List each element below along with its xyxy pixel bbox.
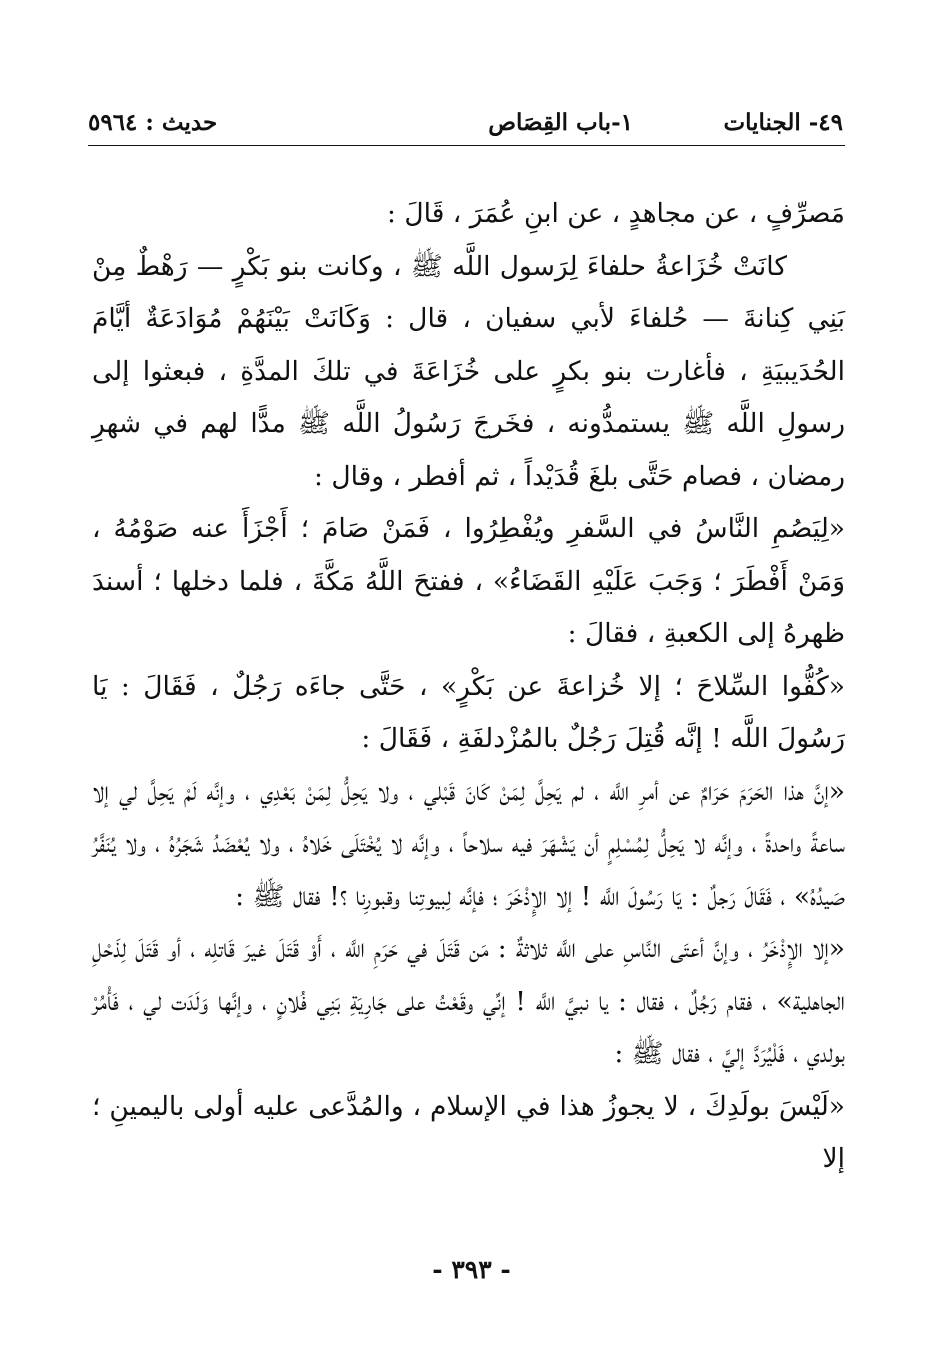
paragraph-closing-quote: «لَيْسَ بولَدِكَ ، لا يجوزُ هذا في الإسلام ، والمُدَّعى عليه أولى باليمينِ ؛ إلا bbox=[92, 1090, 845, 1174]
paragraph-isnad: مَصرِّفٍ ، عن مجاهدٍ ، عن ابنِ عُمَرَ ، قَالَ : bbox=[387, 198, 845, 229]
chapter-title: ٤٩- الجنايات bbox=[723, 109, 843, 136]
paragraph-sanctuary-quote: «إنَّ هذا الحَرَمَ حَرَامٌ عن أمرِ اللَّه ، لم يَحِلَّ لِمَنْ كَانَ قَبْلي ، ولا يَحِلُّ لِمَنْ بَعْدِي ، وإنَّه لَمْ يَحِلَّ لي إلا ساعةً واحدةً ، وإنَّه لا يَحِلُّ لِمُسْلِمٍ أن يَشْهَرَ فيه سلاحاً ، وإنَّه لا يُخْتَلَى خَلاهُ ، ولا يُعْضَدُ شَجَرُهُ ، ولا يُنَفَّرُ صَيدُهُ» ، فَقَالَ رَجلٌ : يَا رَسُولَ اللَّه ! إلا الإِذْخَرَ ؛ فإنَّه لِبيوتِنا وقبورِنا ؟! فقال ﷺ : bbox=[92, 775, 845, 912]
hadith-reference: حديث : ٥٩٦٤ bbox=[88, 109, 218, 136]
body-text bbox=[92, 188, 845, 1222]
page-number: - ٣٩٣ - bbox=[432, 1255, 511, 1284]
header-divider bbox=[88, 145, 845, 146]
running-header bbox=[88, 108, 843, 138]
paragraph-idhkhir-quote: «إلا الإِذْخَرُ ، وإنَّ أعتَى النَّاسِ على اللَّه ثلاثةٌ : مَن قَتَلَ في حَرَمِ اللَّه ، أَوْ قَتَلَ غيرَ قَاتلِه ، أو قَتَلَ لِذَحْلِ الجاهلية» ، فقام رَجُلٌ ، فقال : يا نبيَّ اللَّه ! إنِّي وقَعْتُ على جَارِيَةِ بَنِي فُلانٍ ، وإنَّها وَلَدَت لي ، فَأْمُرْ بولدي ، فَلْيُرَدَّ إليَّ ، فقال ﷺ : bbox=[92, 933, 845, 1069]
paragraph-narration: كانَتْ خُزَاعةُ حلفاءَ لِرَسول اللَّه ﷺ ، وكانت بنو بَكْرٍ — رَهْطٌ مِنْ بَنِي كِنانةَ — حُلفاءَ لأبي سفيان ، قال : وَكَانَتْ بَيْنَهُمْ مُوَادَعَةٌ أيَّامَ الحُدَيبيَةِ ، فأغارت بنو بكرٍ على خُزَاعَةَ في تلكَ المدَّةِ ، فبعثوا إلى رسولِ اللَّه ﷺ يستمدُّونه ، فخَرجَ رَسُولُ اللَّه ﷺ مدًّا لهم في شهرِ رمضان ، فصام حَتَّى بلغَ قُدَيْداً ، ثم أفطر ، وقال : bbox=[92, 250, 845, 492]
section-title: ١-باب القِصَاص bbox=[488, 109, 633, 136]
paragraph-fasting-quote: «لِيَصُمِ النَّاسُ في السَّفرِ ويُفْطِرُوا ، فَمَنْ صَامَ ؛ أَجْزَأَ عنه صَوْمُهُ ، وَمَنْ أَفْطَرَ ؛ وَجَبَ عَلَيْهِ القَضَاءُ» ، ففتحَ اللَّهُ مَكَّةَ ، فلما دخلها ؛ أسندَ ظهرهُ إلى الكعبةِ ، فقالَ : bbox=[92, 513, 845, 649]
paragraph-weapons-quote: «كُفُّوا السِّلاحَ ؛ إلا خُزاعةَ عن بَكْرٍ» ، حَتَّى جاءَه رَجُلٌ ، فَقَالَ : يَا رَسُولَ اللَّه ! إنَّه قُتِلَ رَجُلٌ بالمُزْدلفَةِ ، فَقَالَ : bbox=[92, 670, 845, 754]
